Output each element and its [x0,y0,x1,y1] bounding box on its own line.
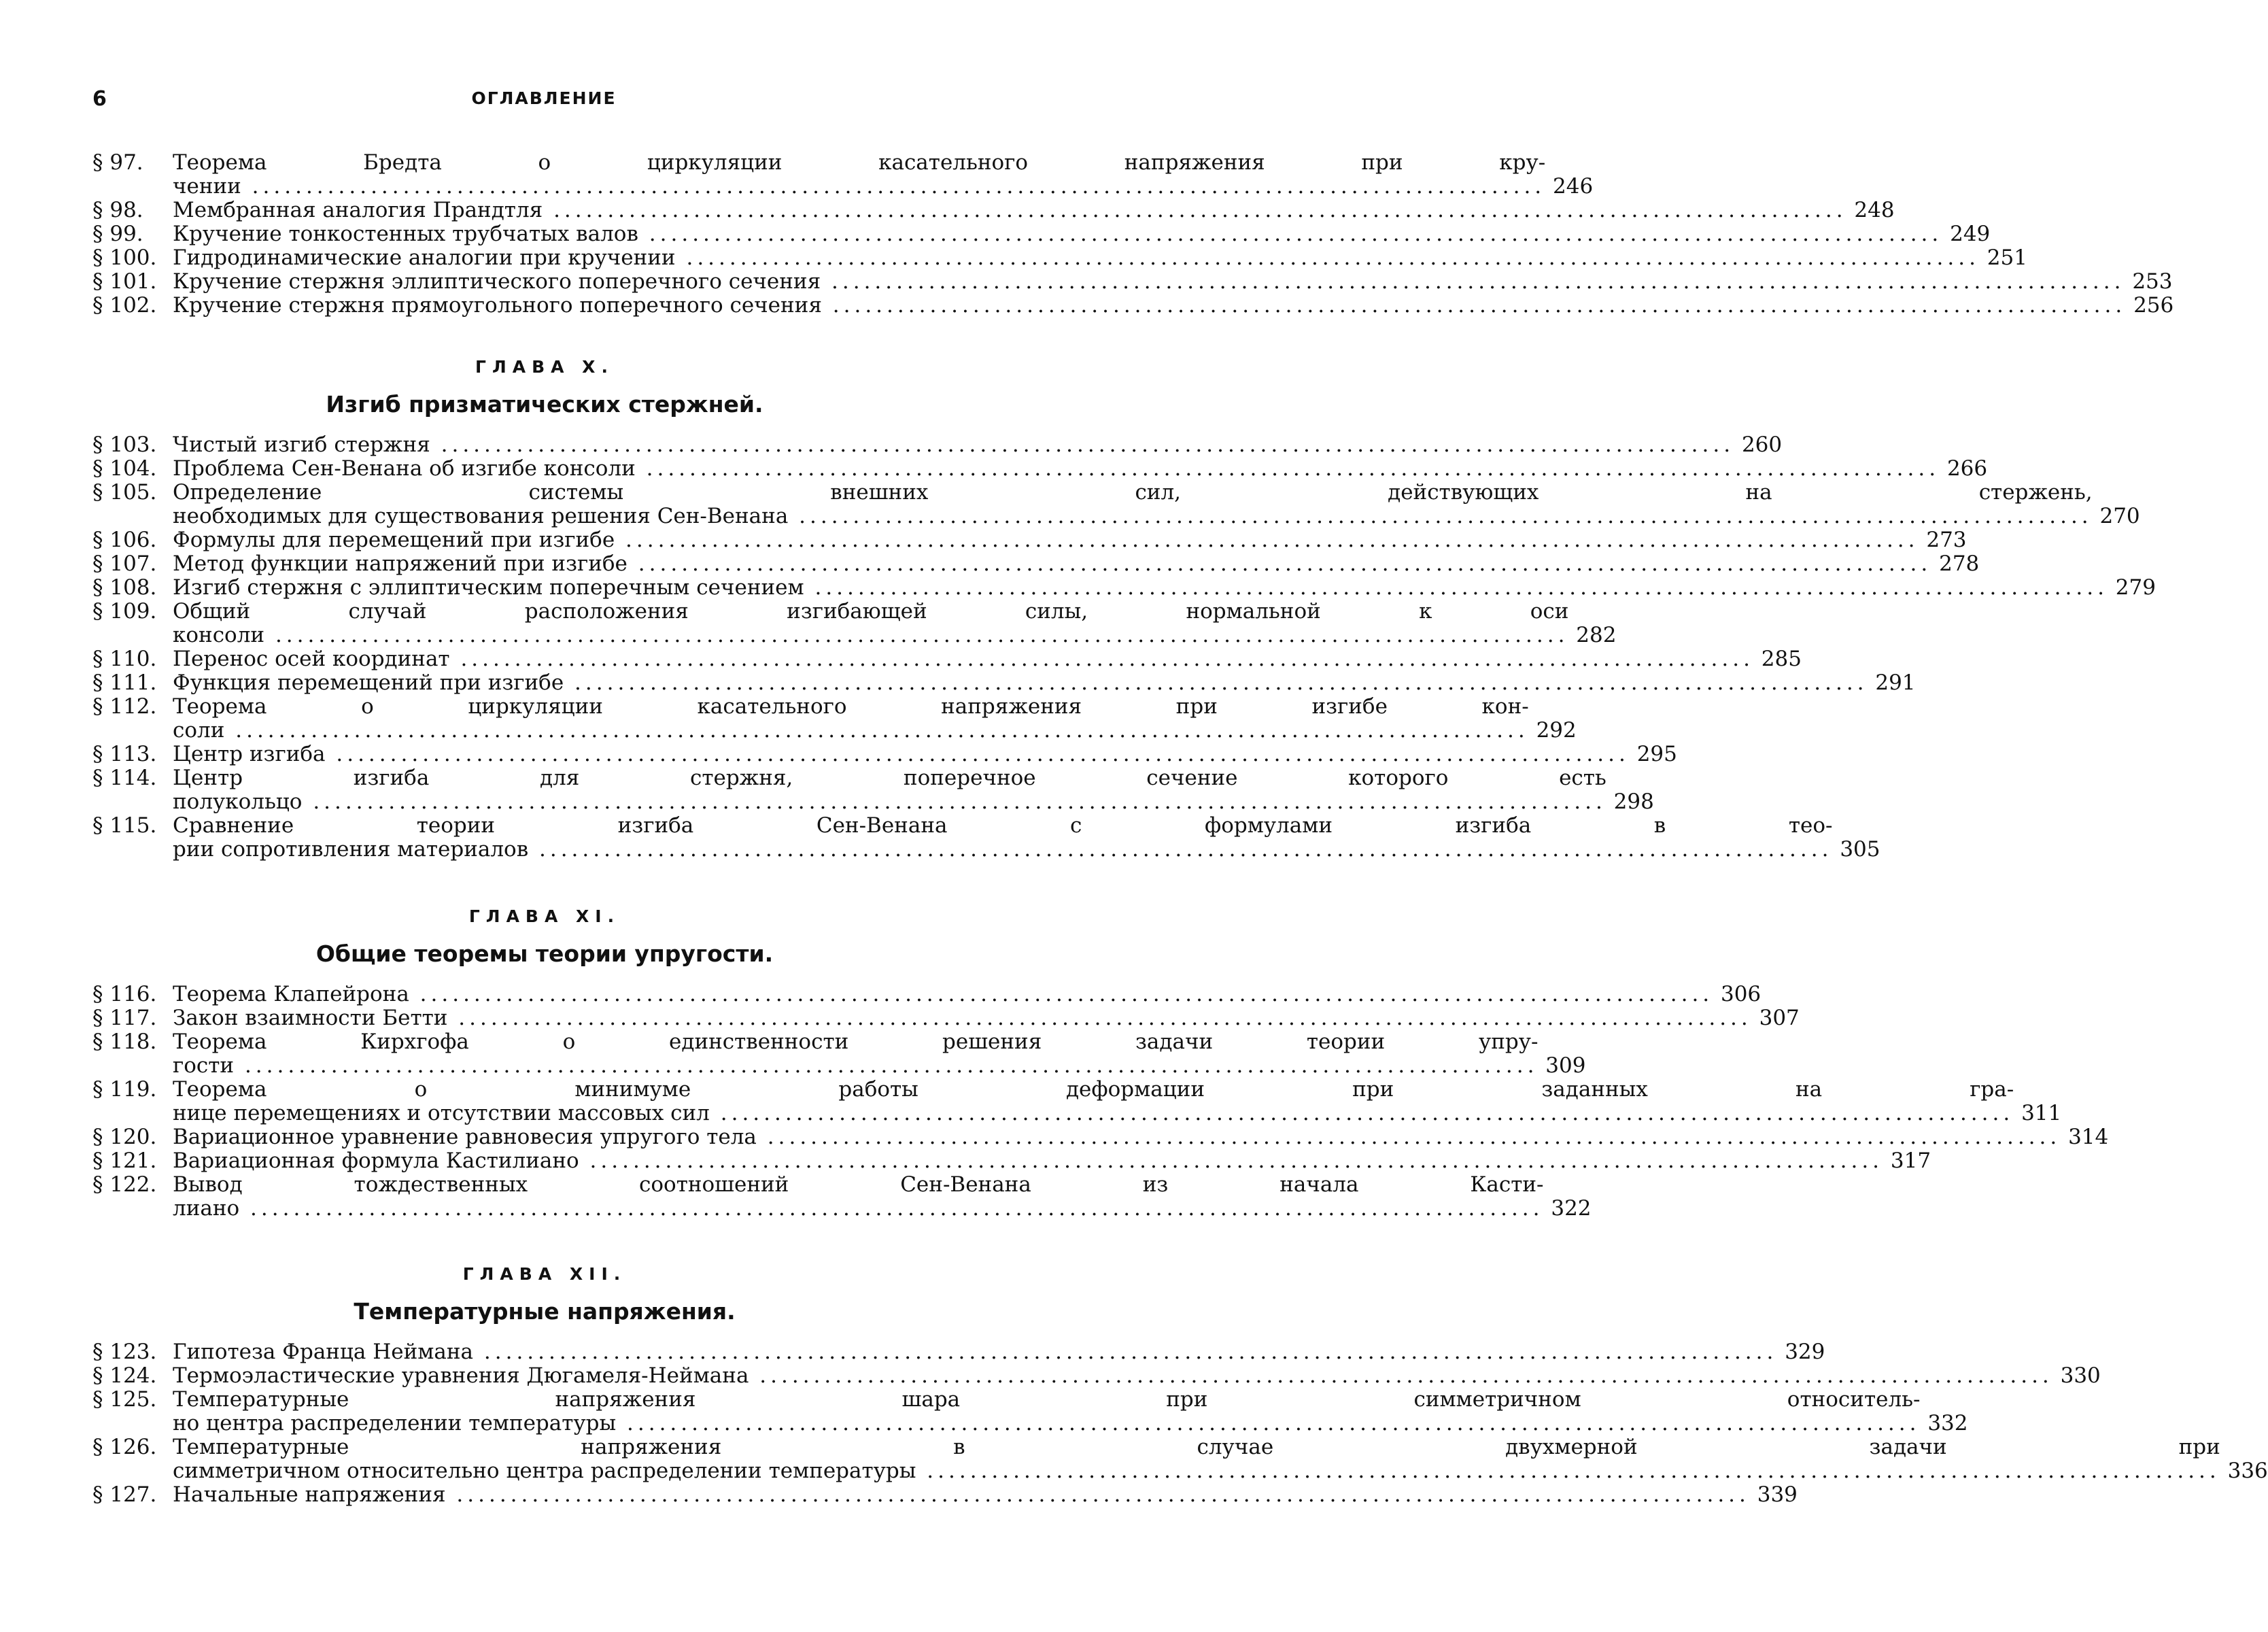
toc-entry[interactable] [92,222,1991,246]
title-text: лиано [173,1196,240,1221]
toc-entry[interactable] [92,1363,2101,1388]
title-text: консоли [173,623,265,647]
title-text: Перенос осей координат [173,647,450,671]
title-text: необходимых для существования решения Сен-Венана [173,504,789,528]
dot-leader: ........................................................................................................................ [445,1482,1750,1507]
section-title [173,457,1940,481]
title-text: рии сопротивления материалов [173,837,529,862]
page-ref: 279 [2115,575,2156,600]
title-text: Центр изгиба для стержня, поперечное сечение которого есть [173,766,1606,790]
page-ref: 278 [1939,551,1980,576]
dot-leader: ........................................................................................................................ [325,742,1630,766]
title-line [173,528,1919,552]
title-line [173,505,2093,528]
section-number: § 100. [92,245,157,270]
toc-entry[interactable] [92,575,2156,600]
section-number: § 105. [92,480,157,505]
dot-leader: ........................................................................................................................ [264,623,1569,647]
page-ref: 249 [1950,222,1991,246]
title-text: чении [173,174,241,199]
section-title [173,695,1529,743]
section-number: § 118. [92,1030,157,1054]
title-text: Вариационная формула Кастилиано [173,1149,579,1173]
section-number: § 124. [92,1363,157,1388]
section-number: § 115. [92,813,157,838]
dot-leader: ........................................................................................................................ [821,293,2127,318]
page-ref: 306 [1720,982,1762,1006]
title-line [173,814,1832,838]
title-line [173,1054,1538,1078]
page-ref: 330 [2060,1363,2101,1388]
dot-leader: ........................................................................................................................ [821,269,2125,294]
section-title [173,1364,2053,1388]
section-number: § 125. [92,1387,157,1412]
title-line [173,1102,2014,1125]
section-title [173,766,1606,814]
title-text: Теорема Клапейрона [173,982,409,1006]
title-text: Изгиб стержня с эллиптическим поперечным сечением [173,575,804,600]
toc-entry[interactable] [92,293,2174,318]
section-title [173,270,2125,294]
toc-entry[interactable] [92,670,1916,695]
page-number: 6 [92,87,107,111]
dot-leader: ........................................................................................................................ [234,1053,1539,1078]
title-text: Теорема о минимуме работы деформации при заданных на гра- [173,1077,2014,1102]
chapter-title: Температурные напряжения. [354,1298,736,1325]
toc-entry[interactable] [92,1340,1825,1364]
title-text: Мембранная аналогия Прандтля [173,198,543,222]
title-text: Общий случай расположения изгибающей силы, нормальной к оси [173,599,1569,624]
page-ref: 246 [1553,174,1594,199]
section-number: § 110. [92,647,157,671]
title-line [173,246,1980,270]
title-line [173,457,1940,481]
chapter-label: ГЛАВА XI. [468,906,621,926]
toc-entry[interactable] [92,1006,1800,1030]
page-ref: 322 [1551,1196,1592,1221]
section-title [173,671,1868,695]
page-ref: 273 [1926,528,1967,552]
title-line [173,1483,1750,1507]
page-ref: 282 [1576,623,1617,647]
title-line [173,199,1847,222]
section-title [173,151,1545,199]
dot-leader: ........................................................................................................................ [788,504,2093,528]
toc-entry[interactable] [92,269,2173,294]
chapter-title: Изгиб призматических стержней. [326,391,763,418]
section-number: § 122. [92,1172,157,1197]
title-line [173,647,1754,671]
title-line [173,790,1606,814]
chapter-label: ГЛАВА XII. [462,1264,627,1284]
section-number: § 101. [92,269,157,294]
page-ref: 309 [1545,1053,1586,1078]
page-ref: 298 [1613,789,1654,814]
dot-leader: ........................................................................................................................ [804,575,2108,600]
title-line [173,983,1713,1006]
title-text: Теорема Кирхгофа о единственности решения задачи теории упру- [173,1030,1539,1054]
dot-leader: ........................................................................................................................ [564,670,1868,695]
title-text: Температурные напряжения в случае двухмерной задачи при [173,1435,2220,1459]
title-text: нице перемещениях и отсутствии массовых сил [173,1101,710,1125]
title-text: Определение системы внешних сил, действующих на стержень, [173,480,2093,505]
title-line [173,1030,1538,1054]
chapter-heading [92,1264,997,1325]
section-title [173,1388,1921,1435]
page-ref: 253 [2132,269,2173,294]
dot-leader: ........................................................................................................................ [579,1149,1884,1173]
dot-leader: ........................................................................................................................ [627,551,1932,576]
section-number: § 106. [92,528,157,552]
dot-leader: ........................................................................................................................ [635,456,1940,481]
page-ref: 314 [2068,1125,2109,1149]
toc-entry[interactable] [92,1172,1592,1221]
title-line [173,1364,2053,1388]
section-number: § 127. [92,1482,157,1507]
title-text: Теорема Бредта о циркуляции касательного напряжения при кру- [173,150,1546,175]
title-text: Температурные напряжения шара при симметричном относитель- [173,1387,1921,1412]
dot-leader: ........................................................................................................................ [749,1363,2053,1388]
toc-entry[interactable] [92,1125,2109,1149]
section-number: § 108. [92,575,157,600]
title-text: Кручение стержня эллиптического поперечного сечения [173,269,821,294]
title-text: полукольцо [173,789,303,814]
section-number: § 107. [92,551,157,576]
section-number: § 109. [92,599,157,624]
section-number: § 116. [92,982,157,1006]
section-number: § 111. [92,670,157,695]
title-line [173,1149,1883,1173]
dot-leader: ........................................................................................................................ [916,1459,2220,1483]
title-line [173,600,1568,624]
page-ref: 292 [1536,718,1577,743]
dot-leader: ........................................................................................................................ [675,245,1980,270]
toc-entry[interactable] [92,647,1802,671]
page-ref: 307 [1759,1006,1800,1030]
page-ref: 311 [2021,1101,2062,1125]
section-title [173,743,1630,766]
section-title [173,1006,1752,1030]
section-number: § 112. [92,694,157,719]
page-ref: 251 [1987,245,2027,270]
dot-leader: ........................................................................................................................ [224,718,1529,743]
title-line [173,766,1606,790]
chapter-heading [92,357,997,418]
title-text: но центра распределении температуры [173,1411,617,1435]
toc-entry[interactable] [92,694,1577,743]
section-title [173,294,2126,318]
title-line [173,671,1868,695]
toc-entry[interactable] [92,599,1617,647]
running-title: ОГЛАВЛЕНИЕ [471,88,617,108]
title-line [173,294,2126,318]
toc-entry[interactable] [92,1387,1968,1435]
title-line [173,1459,2220,1483]
title-text: Гипотеза Франца Неймана [173,1340,474,1364]
page-ref: 270 [2099,504,2140,528]
section-number: § 103. [92,432,157,457]
section-number: § 120. [92,1125,157,1149]
toc-entry[interactable] [92,1149,1931,1173]
title-line [173,719,1529,743]
toc-entry[interactable] [92,982,1762,1006]
section-title [173,647,1754,671]
section-title [173,814,1832,862]
dot-leader: ........................................................................................................................ [543,198,1847,222]
section-title [173,246,1980,270]
page-ref: 266 [1946,456,1988,481]
title-line [173,838,1832,862]
title-line [173,1435,2220,1459]
title-line [173,1173,1544,1197]
page-ref: 256 [2133,293,2174,318]
toc-entry[interactable] [92,456,1988,481]
toc-entry[interactable] [92,480,2140,528]
page-ref: 329 [1785,1340,1825,1364]
title-line [173,270,2125,294]
title-line [173,1078,2014,1102]
title-line [173,433,1734,457]
title-text: Вывод тождественных соотношений Сен-Венана из начала Касти- [173,1172,1544,1197]
title-text: Вариационное уравнение равновесия упругого тела [173,1125,757,1149]
section-title [173,1030,1538,1078]
section-number: § 99. [92,222,143,246]
toc-entry[interactable] [92,1435,2268,1483]
section-title [173,600,1568,647]
title-line [173,552,1931,576]
title-text: Функция перемещений при изгибе [173,670,564,695]
page-ref: 336 [2227,1459,2268,1483]
toc-entry[interactable] [92,432,1783,457]
title-line [173,1197,1544,1221]
section-title [173,1149,1883,1173]
section-title [173,222,1942,246]
title-text: соли [173,718,225,743]
title-text: Метод функции напряжений при изгибе [173,551,628,576]
section-number: § 126. [92,1435,157,1459]
title-line [173,1340,1777,1364]
section-title [173,1483,1750,1507]
toc-entry[interactable] [92,528,1967,552]
title-text: Сравнение теории изгиба Сен-Венана с формулами изгиба в тео- [173,813,1833,838]
toc-entry[interactable] [92,742,1677,766]
title-text: Термоэластические уравнения Дюгамеля-Неймана [173,1363,749,1388]
running-header [0,87,1088,114]
title-text: Теорема о циркуляции касательного напряжения при изгибе кон- [173,694,1529,719]
section-title [173,528,1919,552]
title-text: Чистый изгиб стержня [173,432,430,457]
section-title [173,433,1734,457]
dot-leader: ........................................................................................................................ [638,222,1943,246]
title-line [173,576,2108,600]
section-number: § 98. [92,198,143,222]
section-title [173,576,2108,600]
section-title [173,1078,2014,1125]
dot-leader: ........................................................................................................................ [473,1340,1778,1364]
page-ref: 332 [1927,1411,1968,1435]
page-ref: 285 [1761,647,1802,671]
section-number: § 123. [92,1340,157,1364]
section-number: § 117. [92,1006,157,1030]
title-line [173,1388,1921,1412]
toc-entry[interactable] [92,1482,1798,1507]
title-text: Проблема Сен-Венана об изгибе консоли [173,456,636,481]
dot-leader: ........................................................................................................................ [409,982,1714,1006]
dot-leader: ........................................................................................................................ [302,789,1606,814]
section-title [173,199,1847,222]
toc-entry[interactable] [92,1030,1586,1078]
dot-leader: ........................................................................................................................ [239,1196,1544,1221]
toc-entry[interactable] [92,813,1880,862]
dot-leader: ........................................................................................................................ [528,837,1833,862]
section-title [173,481,2093,528]
toc-entry[interactable] [92,1077,2062,1125]
title-text: гости [173,1053,235,1078]
toc-entry[interactable] [92,766,1654,814]
title-text: Кручение тонкостенных трубчатых валов [173,222,638,246]
toc-entry[interactable] [92,245,2027,270]
dot-leader: ........................................................................................................................ [241,174,1546,199]
title-text: Начальные напряжения [173,1482,446,1507]
table-of-contents [92,150,2268,1507]
title-line [173,222,1942,246]
title-text: симметричном относительно центра распределении температуры [173,1459,916,1483]
dot-leader: ........................................................................................................................ [430,432,1735,457]
title-text: Центр изгиба [173,742,326,766]
section-number: § 113. [92,742,157,766]
page-ref: 305 [1840,837,1880,862]
chapter-title: Общие теоремы теории упругости. [315,940,774,967]
section-number: § 121. [92,1149,157,1173]
dot-leader: ........................................................................................................................ [447,1006,1752,1030]
page-ref: 317 [1890,1149,1931,1173]
title-text: Гидродинамические аналогии при кручении [173,245,676,270]
section-title [173,1125,2061,1149]
dot-leader: ........................................................................................................................ [449,647,1754,671]
title-text: Формулы для перемещений при изгибе [173,528,615,552]
page-ref: 260 [1741,432,1783,457]
dot-leader: ........................................................................................................................ [615,528,1919,552]
chapter-label: ГЛАВА X. [475,357,614,377]
title-line [173,695,1529,719]
section-title [173,552,1931,576]
toc-entry[interactable] [92,198,1895,222]
title-text: Кручение стержня прямоугольного поперечного сечения [173,293,822,318]
page-ref: 295 [1636,742,1677,766]
title-line [173,1412,1921,1435]
toc-entry[interactable] [92,150,1594,199]
section-number: § 102. [92,293,157,318]
title-line [173,624,1568,647]
title-line [173,1125,2061,1149]
section-title [173,1435,2220,1483]
title-line [173,481,2093,505]
title-line [173,1006,1752,1030]
dot-leader: ........................................................................................................................ [616,1411,1921,1435]
section-number: § 104. [92,456,157,481]
page-ref: 339 [1757,1482,1798,1507]
title-line [173,151,1545,175]
dot-leader: ........................................................................................................................ [756,1125,2061,1149]
chapter-heading [92,906,997,968]
section-title [173,983,1713,1006]
section-title [173,1173,1544,1221]
section-title [173,1340,1777,1364]
section-number: § 97. [92,150,143,175]
page-ref: 248 [1854,198,1895,222]
title-line [173,743,1630,766]
page-ref: 291 [1875,670,1916,695]
section-number: § 114. [92,766,157,790]
title-text: Закон взаимности Бетти [173,1006,448,1030]
dot-leader: ........................................................................................................................ [709,1101,2014,1125]
section-number: § 119. [92,1077,157,1102]
toc-entry[interactable] [92,551,1980,576]
title-line [173,175,1545,199]
